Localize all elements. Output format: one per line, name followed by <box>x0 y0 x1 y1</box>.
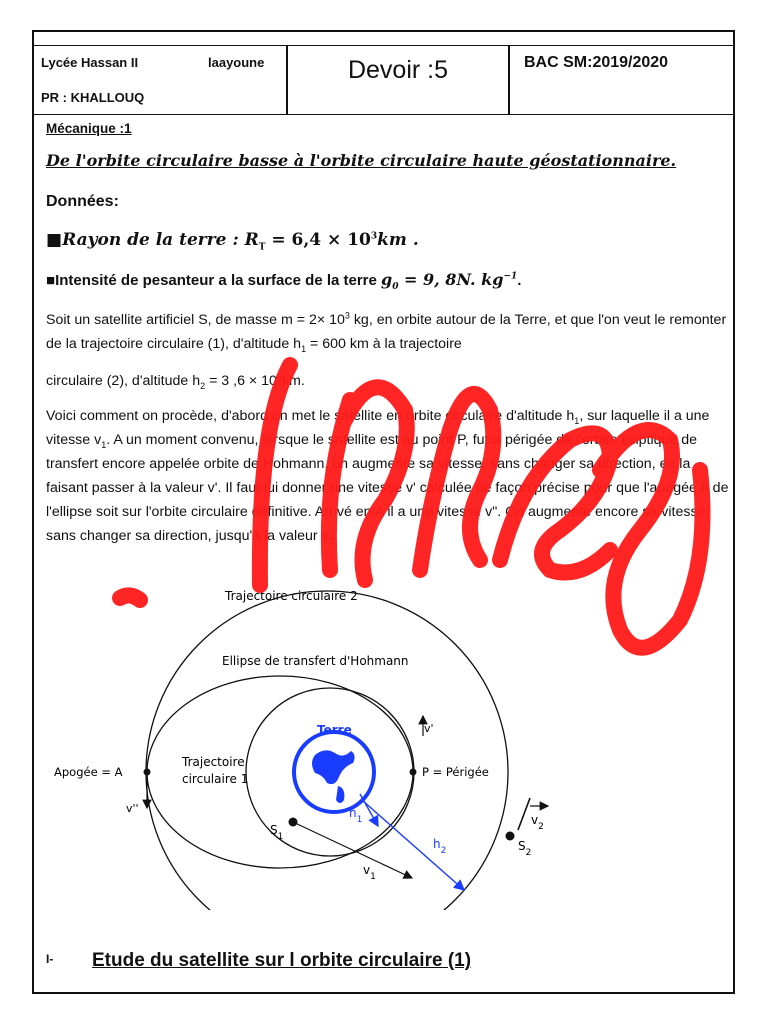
g0-symbol: g <box>381 270 393 289</box>
pesanteur-label: Intensité de pesanteur a la surface de la terre <box>55 272 377 289</box>
rayon-line <box>46 230 419 253</box>
s1-label: $S_1$ <box>270 823 284 842</box>
paragraph-2: Voici comment on procède, d'abord on met le satellite en orbite circulaire d'altitude $h_1$, sur laquelle il a une vitesse $v_1$. A un moment convenu, lorsque le satellite est au point P, futur périgée de l'orbite elliptique de transfert encore appelée orbite de Hohmann, on augmente sa vitesse, sans changer sa direction, en la faisant passer à la valeur v'. Il faut lui donner une vitesse v' calculée de façon précise pour que l'apogée A de l'ellipse soit sur l'orbite circulaire définitive. Arrivé en A il a une vitesse v". On augmente encore sa vitesse, sans changer sa direction, jusqu'à la valeur $v_2$. <box>46 408 729 546</box>
city-name: laayoune <box>208 55 265 70</box>
g0-end: . <box>517 272 522 289</box>
bullet-square: ■ <box>46 230 63 250</box>
v1-arrow <box>293 822 412 878</box>
h1-label: $h_1$ <box>349 806 363 825</box>
rayon-unit: km . <box>377 230 419 250</box>
ellipse-label: Ellipse de transfert d'Hohmann <box>222 654 409 668</box>
perigee-label: P = Périgée <box>422 765 489 779</box>
v1-label: $v_1$ <box>363 863 376 882</box>
section-title: Etude du satellite sur l orbite circulaire (1) <box>92 950 472 971</box>
paragraph-1-continued: circulaire (2), d'altitude $h_2 = 3$ $,6 \times 10^4km$. <box>46 371 305 391</box>
school-name: Lycée Hassan II <box>41 55 139 70</box>
v-second-label: v'' <box>126 802 139 815</box>
apogee-label: Apogée = A <box>54 765 123 779</box>
orbit-diagram <box>40 580 720 910</box>
v2-stub <box>518 798 530 830</box>
v-prime-label: v' <box>424 722 434 735</box>
traj1-label-line2: circulaire 1 <box>182 772 249 786</box>
g0-equation: = 9, 8N. kg <box>398 270 504 289</box>
problem-title: De l'orbite circulaire basse à l'orbite circulaire haute géostationnaire. <box>46 151 677 170</box>
rayon-sub: T <box>258 242 266 253</box>
s2-label: $S_2$ <box>518 839 532 858</box>
teacher-name: PR : KHALLOUQ <box>41 90 145 105</box>
bullet-square: ■ <box>46 272 56 289</box>
rayon-label: Rayon de la terre <box>62 230 227 250</box>
exam-year: BAC SM:2019/2020 <box>524 54 669 71</box>
exam-title: Devoir :5 <box>347 56 449 84</box>
v2-label: $v_2$ <box>531 813 544 832</box>
traj2-label: Trajectoire circulaire 2 <box>225 589 358 603</box>
perigee-point <box>410 769 417 776</box>
rayon-exp: 3 <box>370 231 378 242</box>
header-middle-cell <box>287 45 509 115</box>
header-table <box>32 45 735 115</box>
h1-arrow <box>360 794 378 826</box>
rayon-equation: = 6,4 × 10 <box>265 230 371 250</box>
h2-label: $h_2$ <box>433 837 447 856</box>
pesanteur-line <box>46 270 522 293</box>
traj1-label-line1: Trajectoire <box>182 755 245 769</box>
paragraph-1: Soit un satellite artificiel S, de masse $m = 2\times 10^3$ kg, en orbite autour de la Terre, et que l'on veut le remonter de la trajectoire circulaire (1), d'altitude $h_1 = 600$ km à la trajectoire <box>46 310 727 354</box>
section-label: Mécanique :1 <box>46 121 132 136</box>
satellite-s2 <box>506 832 515 841</box>
g0-exp: −1 <box>503 271 518 282</box>
header-right-cell <box>509 45 735 115</box>
donnees-label: Données: <box>46 193 119 210</box>
h2-arrow <box>362 800 464 890</box>
earth-label: Terre <box>317 723 352 737</box>
header-left-cell <box>32 45 287 115</box>
rayon-symbol: : R <box>232 230 259 250</box>
section-number: I- <box>46 952 54 966</box>
g0-sub: 0 <box>392 282 399 293</box>
